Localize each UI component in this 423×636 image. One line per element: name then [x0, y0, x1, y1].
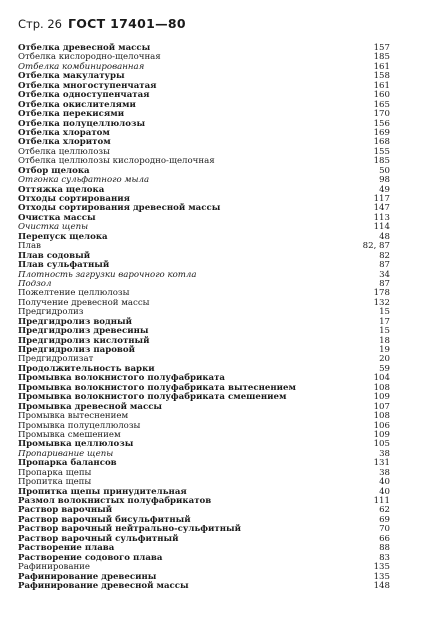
index-term: Предгидролиз [18, 307, 84, 318]
index-page-ref: 132 [373, 297, 390, 308]
index-page-ref: 147 [373, 203, 390, 214]
index-page-ref: 155 [373, 146, 390, 157]
index-term: Отбелка целлюлозы [18, 146, 110, 157]
index-term: Очистка массы [18, 212, 96, 223]
index-page-ref: 169 [373, 127, 390, 138]
index-term: Пропаривание щепы [18, 448, 114, 459]
index-term: Плав [18, 241, 41, 252]
index-term: Очистка щепы [18, 222, 89, 233]
index-page-ref: 185 [373, 52, 390, 63]
index-term: Раствор варочный сульфитный [18, 533, 179, 544]
index-term: Отбелка макулатуры [18, 71, 125, 82]
index-page-ref: 34 [379, 269, 390, 280]
index-term: Рафинирование древесины [18, 571, 157, 582]
index-page-ref: 161 [373, 80, 390, 91]
index-page-ref: 107 [373, 401, 390, 412]
index-term: Отходы сортирования [18, 194, 130, 204]
index-page-ref: 157 [373, 43, 390, 53]
index-page-ref: 106 [373, 420, 390, 431]
index-page-ref: 20 [379, 354, 390, 365]
index-term: Промывка волокнистого полуфабриката смешением [18, 392, 287, 403]
index-page-ref: 82, 87 [362, 241, 390, 252]
index-term: Раствор варочный нейтрально-сульфитный [18, 524, 242, 535]
index-term: Промывка смешением [18, 429, 121, 440]
index-page-ref: 15 [379, 307, 390, 318]
index-page-ref: 111 [373, 496, 390, 506]
index-page-ref: 98 [379, 175, 390, 186]
index-term: Раствор варочный бисульфитный [18, 514, 191, 525]
index-term: Плав содовый [18, 250, 91, 261]
index-term: Отбелка комбинированная [18, 61, 145, 72]
index-page-ref: 156 [373, 118, 390, 129]
index-page-ref: 40 [379, 477, 390, 488]
index-term: Пропитка щепы принудительная [18, 486, 187, 497]
index-term: Промывка полуцеллюлозы [18, 420, 141, 431]
index-page-ref: 108 [373, 411, 390, 422]
index-term: Предгидролизат [18, 354, 94, 365]
index-page-ref: 131 [373, 458, 390, 469]
index-entry [18, 582, 390, 591]
index-page-ref: 17 [379, 316, 390, 327]
index-term: Промывка волокнистого полуфабриката [18, 373, 226, 384]
index-term: Отбелка хлоритом [18, 137, 111, 148]
index-page-ref: 105 [373, 439, 390, 450]
index-page-ref: 18 [379, 335, 390, 346]
index-page-ref: 83 [379, 552, 390, 563]
index-term: Предгидролиз кислотный [18, 335, 150, 346]
index-page-ref: 104 [373, 373, 390, 384]
index-page-ref: 168 [373, 137, 390, 148]
index-term: Подзол [18, 278, 52, 289]
index-page-ref: 38 [379, 467, 390, 478]
index-term: Рафинирование древесной массы [18, 580, 189, 591]
index-page-ref: 160 [373, 90, 390, 101]
index-page-ref: 165 [373, 99, 390, 110]
index-term: Отбелка окислителями [18, 99, 136, 110]
index-term: Плав сульфатный [18, 260, 110, 271]
index-term: Промывка волокнистого полуфабриката вытеснением [18, 382, 296, 393]
index-term: Раствор варочный [18, 505, 113, 516]
index-page-ref: 117 [373, 194, 390, 204]
index-term: Отбелка кислородно-щелочная [18, 52, 161, 63]
index-term: Предгидролиз водный [18, 316, 133, 327]
index-page-ref: 48 [379, 231, 390, 242]
index-term: Перепуск щелока [18, 231, 108, 242]
index-page-ref: 15 [379, 326, 390, 337]
index-term: Рафинирование [18, 562, 90, 573]
index-term: Пропарка щепы [18, 467, 92, 478]
index-term: Продолжительность варки [18, 363, 155, 374]
index-page-ref: 113 [373, 212, 390, 223]
index-term: Отгонка сульфатного мыла [18, 175, 150, 186]
index-term: Отбелка многоступенчатая [18, 80, 157, 91]
index-page-ref: 161 [373, 61, 390, 72]
index-term: Пропитка щепы [18, 477, 92, 488]
index-page-ref: 50 [379, 165, 390, 176]
index-term: Отбелка древесной массы [18, 43, 151, 53]
index-entry [18, 233, 390, 242]
index-page-ref: 135 [373, 562, 390, 573]
index-page-ref: 135 [373, 571, 390, 582]
standard-code: ГОСТ 17401—80 [67, 16, 186, 31]
index-page-ref: 88 [379, 543, 390, 554]
index-page-ref: 185 [373, 156, 390, 167]
page-header [18, 16, 186, 31]
index-page-ref: 148 [373, 580, 390, 591]
index-term: Отбор щелока [18, 165, 90, 176]
index-page-ref: 108 [373, 382, 390, 393]
index-page-ref: 158 [373, 71, 390, 82]
index-page-ref: 49 [379, 184, 390, 195]
index-page-ref: 109 [373, 392, 390, 403]
index-term: Отходы сортирования древесной массы [18, 203, 221, 214]
index-term: Плотность загрузки варочного котла [18, 269, 197, 280]
index-page-ref: 114 [373, 222, 390, 233]
index-term: Отбелка полуцеллюлозы [18, 118, 146, 129]
index-page-ref: 40 [379, 486, 390, 497]
index-term: Предгидролиз паровой [18, 345, 136, 355]
index-page-ref: 66 [379, 533, 390, 544]
index-page-ref: 69 [379, 514, 390, 525]
index-page-ref: 87 [379, 260, 390, 271]
index-term: Растворение содового плава [18, 552, 163, 563]
index-page-ref: 109 [373, 429, 390, 440]
index-page-ref: 87 [379, 278, 390, 289]
index-term: Отбелка целлюлозы кислородно-щелочная [18, 156, 215, 167]
index-entry [18, 271, 390, 280]
index-term: Отбелка перекисями [18, 109, 125, 120]
index-page-ref: 170 [373, 109, 390, 120]
index-term: Пожелтение целлюлозы [18, 288, 130, 299]
index-term: Пропарка балансов [18, 458, 117, 469]
page-number: Стр. 26 [18, 17, 62, 31]
index-page-ref: 19 [379, 345, 390, 355]
index-term: Оттяжка щелока [18, 184, 105, 195]
index-term: Отбелка хлоратом [18, 127, 110, 138]
index-term: Промывка древесной массы [18, 401, 163, 412]
index-term: Отбелка одноступенчатая [18, 90, 150, 101]
index-term: Размол волокнистых полуфабрикатов [18, 496, 212, 506]
index-term: Промывка вытеснением [18, 411, 129, 422]
index-page-ref: 62 [379, 505, 390, 516]
index-page-ref: 70 [379, 524, 390, 535]
index-page-ref: 178 [373, 288, 390, 299]
index-page-ref: 59 [379, 363, 390, 374]
index-term: Получение древесной массы [18, 297, 150, 308]
index-page-ref: 38 [379, 448, 390, 459]
index-page-ref: 82 [379, 250, 390, 261]
index-term: Предгидролиз древесины [18, 326, 149, 337]
term-index [18, 44, 390, 591]
index-term: Промывка целлюлозы [18, 439, 134, 450]
index-term: Растворение плава [18, 543, 115, 554]
